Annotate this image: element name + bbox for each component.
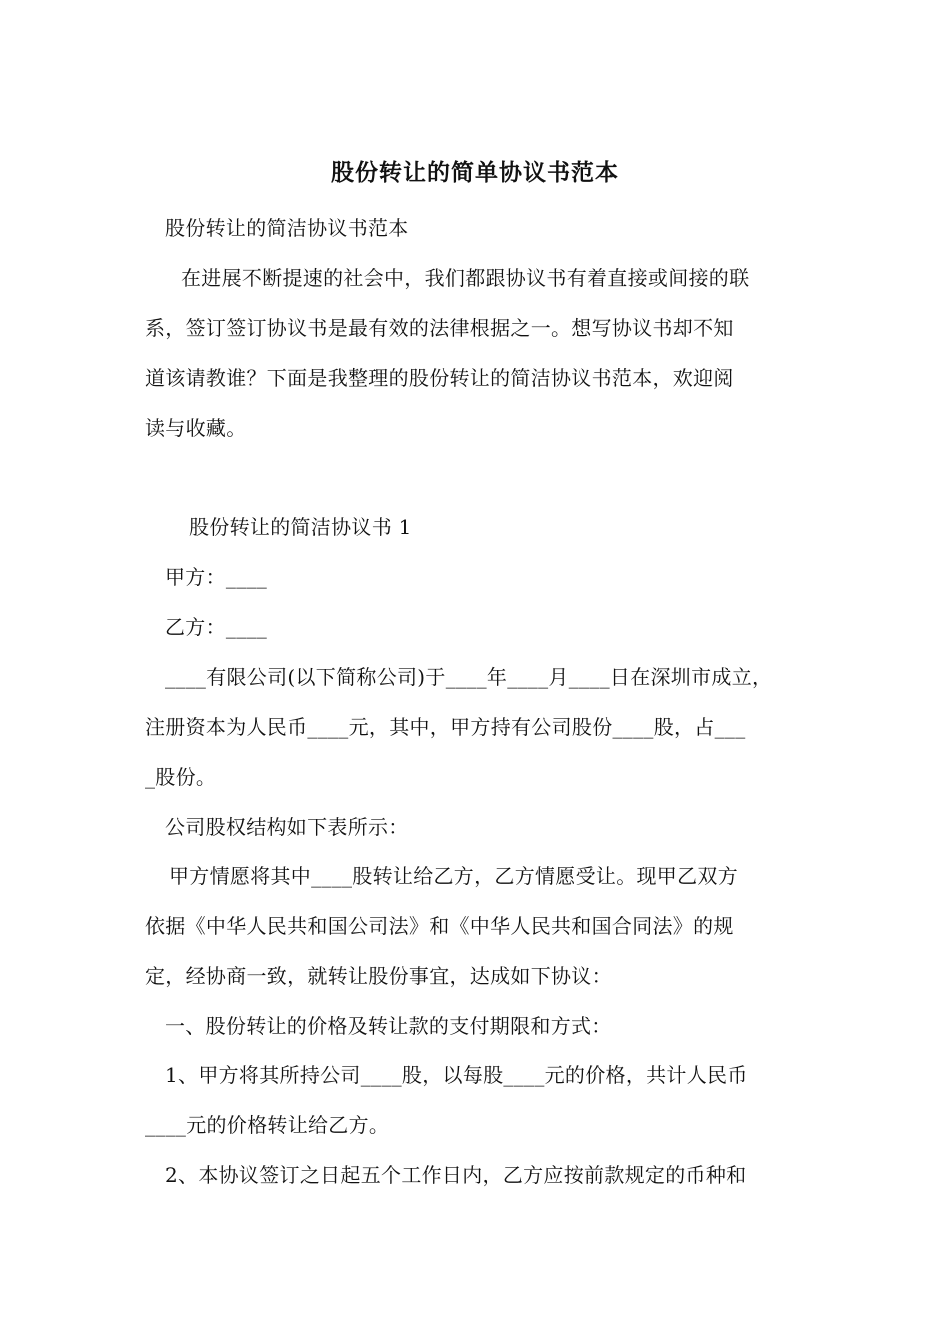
clause-line: 2、本协议签订之日起五个工作日内，乙方应按前款规定的币种和 bbox=[165, 1163, 747, 1187]
paragraph-line: 注册资本为人民币____元，其中，甲方持有公司股份____股，占___ bbox=[145, 715, 746, 739]
paragraph-line: ____有限公司(以下简称公司)于____年____月____日在深圳市成立， bbox=[165, 665, 773, 689]
paragraph-line: 定，经协商一致，就转让股份事宜，达成如下协议： bbox=[145, 964, 612, 988]
paragraph-line: 系，签订签订协议书是最有效的法律根据之一。想写协议书却不知 bbox=[145, 316, 734, 340]
paragraph-line: 读与收藏。 bbox=[145, 416, 247, 440]
clause-heading: 一、股份转让的价格及转让款的支付期限和方式： bbox=[165, 1014, 612, 1038]
clause-line: ____元的价格转让给乙方。 bbox=[145, 1113, 390, 1137]
clause-line: 1、甲方将其所持公司____股，以每股____元的价格，共计人民币 bbox=[165, 1063, 748, 1087]
paragraph-line: 依据《中华人民共和国公司法》和《中华人民共和国合同法》的规 bbox=[145, 914, 734, 938]
paragraph-line: 公司股权结构如下表所示： bbox=[165, 815, 409, 839]
document-title: 股份转让的简单协议书范本 bbox=[331, 159, 619, 186]
paragraph-line: 甲方情愿将其中____股转让给乙方，乙方情愿受让。现甲乙双方 bbox=[169, 864, 738, 888]
party-b-line: 乙方：____ bbox=[165, 615, 268, 639]
paragraph-line: _股份。 bbox=[145, 765, 217, 789]
paragraph-line: 在进展不断提速的社会中，我们都跟协议书有着直接或间接的联 bbox=[181, 266, 750, 290]
party-a-line: 甲方：____ bbox=[165, 565, 268, 589]
paragraph-line: 道该请教谁？下面是我整理的股份转让的简洁协议书范本，欢迎阅 bbox=[145, 366, 734, 390]
paragraph-line: 股份转让的简洁协议书范本 bbox=[165, 216, 409, 240]
section-heading: 股份转让的简洁协议书 1 bbox=[189, 515, 412, 539]
